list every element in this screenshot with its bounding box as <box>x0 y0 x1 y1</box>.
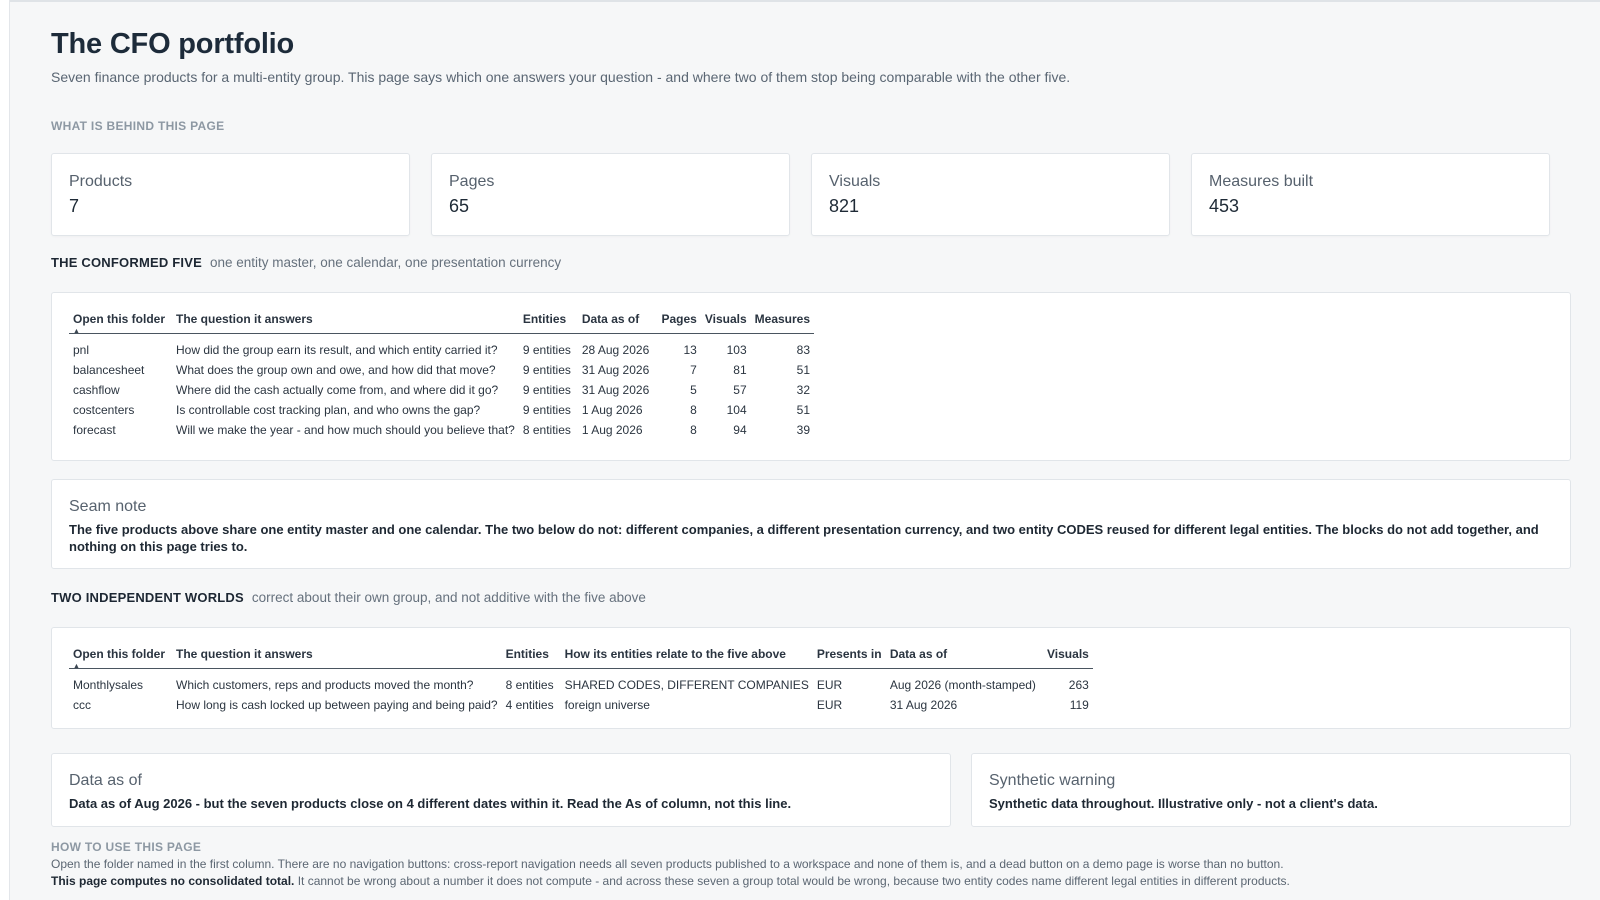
independent-table <box>69 647 1093 715</box>
cell-visuals: 104 <box>726 402 747 417</box>
table-row[interactable] <box>69 695 1093 715</box>
kpi-label: Pages <box>449 173 495 190</box>
cell-pages: 8 <box>690 422 697 437</box>
cell-folder: Monthlysales <box>73 677 144 692</box>
cell-question: Where did the cash actually come from, and where did it go? <box>176 382 499 397</box>
sort-ascending-icon[interactable]: ▲ <box>73 663 80 670</box>
cell-relation: SHARED CODES, DIFFERENT COMPANIES <box>564 677 809 692</box>
kpi-value: 453 <box>1209 196 1240 216</box>
kpi-card-products <box>51 153 410 236</box>
cell-measures: 39 <box>796 422 811 437</box>
data-as-of-text: Data as of Aug 2026 - but the seven products close on 4 different dates within it. Read the As of column, not this line. <box>69 796 792 811</box>
page-subtitle: Seven finance products for a multi-entity group. This page says which one answers your question - and where two of them stop being comparable with the other five. <box>51 69 1071 85</box>
cell-presents-in: EUR <box>816 697 843 712</box>
column-header-question[interactable]: The question it answers <box>172 647 502 669</box>
column-header-data-as-of[interactable]: Data as of <box>886 647 1043 669</box>
kpi-value: 7 <box>69 196 80 216</box>
independent-table-panel <box>51 627 1571 729</box>
kpi-card-measures <box>1191 153 1550 236</box>
cell-measures: 83 <box>796 342 811 357</box>
cell-visuals: 119 <box>1069 697 1089 712</box>
column-header-pages[interactable]: Pages <box>656 312 701 334</box>
cell-data-as-of: 1 Aug 2026 <box>581 402 643 417</box>
independent-heading <box>51 590 646 605</box>
cell-folder: cashflow <box>73 382 120 397</box>
cell-question: Which customers, reps and products moved the month? <box>176 677 474 692</box>
page-title: The CFO portfolio <box>51 28 295 60</box>
column-header-folder[interactable]: Open this folder ▲ <box>69 312 172 334</box>
column-header-presents-in[interactable]: Presents in <box>813 647 886 669</box>
cell-folder: costcenters <box>73 402 135 417</box>
independent-title: TWO INDEPENDENT WORLDS <box>51 590 244 605</box>
cell-entities: 9 entities <box>522 342 571 357</box>
conformed-note: one entity master, one calendar, one presentation currency <box>209 255 562 270</box>
cell-measures: 32 <box>796 382 811 397</box>
seam-note-title: Seam note <box>69 498 147 515</box>
how-to-line-2-rest: It cannot be wrong about a number it does not compute - and across these seven a group total would be wrong, because two entity codes name different legal entities in different products. <box>294 874 1290 888</box>
cell-measures: 51 <box>796 402 811 417</box>
column-header-relation[interactable]: How its entities relate to the five above <box>561 647 813 669</box>
kpi-value: 65 <box>449 196 470 216</box>
kpi-row <box>51 153 1551 236</box>
synthetic-warning-title: Synthetic warning <box>989 772 1116 789</box>
column-header-entities[interactable]: Entities <box>502 647 561 669</box>
how-to-use <box>51 840 1571 888</box>
cell-visuals: 263 <box>1068 677 1089 692</box>
table-row[interactable] <box>69 334 814 360</box>
cell-data-as-of: 1 Aug 2026 <box>581 422 643 437</box>
table-row[interactable] <box>69 669 1093 695</box>
column-header-data-as-of[interactable]: Data as of <box>578 312 656 334</box>
column-header-visuals[interactable]: Visuals <box>1043 647 1093 669</box>
cell-folder: pnl <box>73 342 90 357</box>
conformed-title: THE CONFORMED FIVE <box>51 255 202 270</box>
data-as-of-card <box>51 753 951 827</box>
cell-folder: forecast <box>73 422 116 437</box>
column-header-visuals[interactable]: Visuals <box>701 312 751 334</box>
cell-presents-in: EUR <box>816 677 843 692</box>
cell-visuals: 103 <box>726 342 747 357</box>
page <box>51 28 1571 888</box>
cell-entities: 8 entities <box>505 677 554 692</box>
behind-caption: WHAT IS BEHIND THIS PAGE <box>51 119 225 133</box>
kpi-label: Visuals <box>829 173 881 190</box>
independent-note: correct about their own group, and not additive with the five above <box>251 590 646 605</box>
conformed-table <box>69 312 814 440</box>
kpi-card-pages <box>431 153 790 236</box>
cell-question: How long is cash locked up between paying and being paid? <box>176 697 498 712</box>
table-row[interactable] <box>69 360 814 380</box>
cell-visuals: 57 <box>733 382 747 397</box>
cell-data-as-of: 28 Aug 2026 <box>581 342 650 357</box>
how-to-line-1: Open the folder named in the first column. There are no navigation buttons: cross-report navigation needs all seven products published to a workspace and none of them is, and a dead button on a demo page is worse than no button. <box>51 857 1284 871</box>
column-header-question[interactable]: The question it answers <box>172 312 519 334</box>
cell-entities: 9 entities <box>522 382 571 397</box>
column-header-entities[interactable]: Entities <box>519 312 578 334</box>
cell-folder: balancesheet <box>73 362 145 377</box>
cell-pages: 13 <box>683 342 697 357</box>
cell-data-as-of: 31 Aug 2026 <box>889 697 958 712</box>
cell-entities: 4 entities <box>505 697 554 712</box>
table-row[interactable] <box>69 420 814 440</box>
cell-pages: 7 <box>690 362 697 377</box>
conformed-table-panel <box>51 292 1571 461</box>
cell-question: How did the group earn its result, and which entity carried it? <box>176 342 498 357</box>
cell-visuals: 94 <box>733 422 747 437</box>
left-rail <box>0 0 10 900</box>
synthetic-warning-text: Synthetic data throughout. Illustrative only - not a client's data. <box>989 796 1378 811</box>
how-to-caption: HOW TO USE THIS PAGE <box>51 840 202 854</box>
cell-measures: 51 <box>796 362 811 377</box>
cell-data-as-of: Aug 2026 (month-stamped) <box>889 677 1036 692</box>
cell-entities: 9 entities <box>522 402 571 417</box>
cell-question: Is controllable cost tracking plan, and who owns the gap? <box>176 402 481 417</box>
seam-note-text: The five products above share one entity master and one calendar. The two below do not: different companies, a different presentation currency, and two entity CODES reused for different legal entities. The blocks do not add together, and nothing on this page tries to. <box>69 522 1539 554</box>
how-to-line-2-bold: This page computes no consolidated total. <box>51 874 295 888</box>
cell-pages: 5 <box>690 382 697 397</box>
cell-visuals: 81 <box>733 362 747 377</box>
sort-ascending-icon[interactable]: ▲ <box>73 328 80 335</box>
kpi-label: Products <box>69 173 133 190</box>
how-to-line-2 <box>51 874 1571 888</box>
cell-pages: 8 <box>690 402 697 417</box>
cell-folder: ccc <box>73 697 91 712</box>
table-row[interactable] <box>69 380 814 400</box>
cell-data-as-of: 31 Aug 2026 <box>581 362 650 377</box>
conformed-heading <box>51 255 561 270</box>
seam-note-card <box>51 479 1571 569</box>
kpi-card-visuals <box>811 153 1170 236</box>
kpi-value: 821 <box>829 196 860 216</box>
cell-question: Will we make the year - and how much should you believe that? <box>176 422 515 437</box>
kpi-label: Measures built <box>1209 173 1314 190</box>
cell-data-as-of: 31 Aug 2026 <box>581 382 650 397</box>
top-border <box>0 0 1600 2</box>
cell-entities: 8 entities <box>522 422 571 437</box>
synthetic-warning-card <box>971 753 1571 827</box>
table-row[interactable] <box>69 400 814 420</box>
column-header-measures[interactable]: Measures <box>751 312 814 334</box>
data-as-of-title: Data as of <box>69 772 142 789</box>
cell-question: What does the group own and owe, and how did that move? <box>176 362 496 377</box>
column-header-folder[interactable]: Open this folder ▲ <box>69 647 172 669</box>
cell-entities: 9 entities <box>522 362 571 377</box>
cell-relation: foreign universe <box>564 697 650 712</box>
